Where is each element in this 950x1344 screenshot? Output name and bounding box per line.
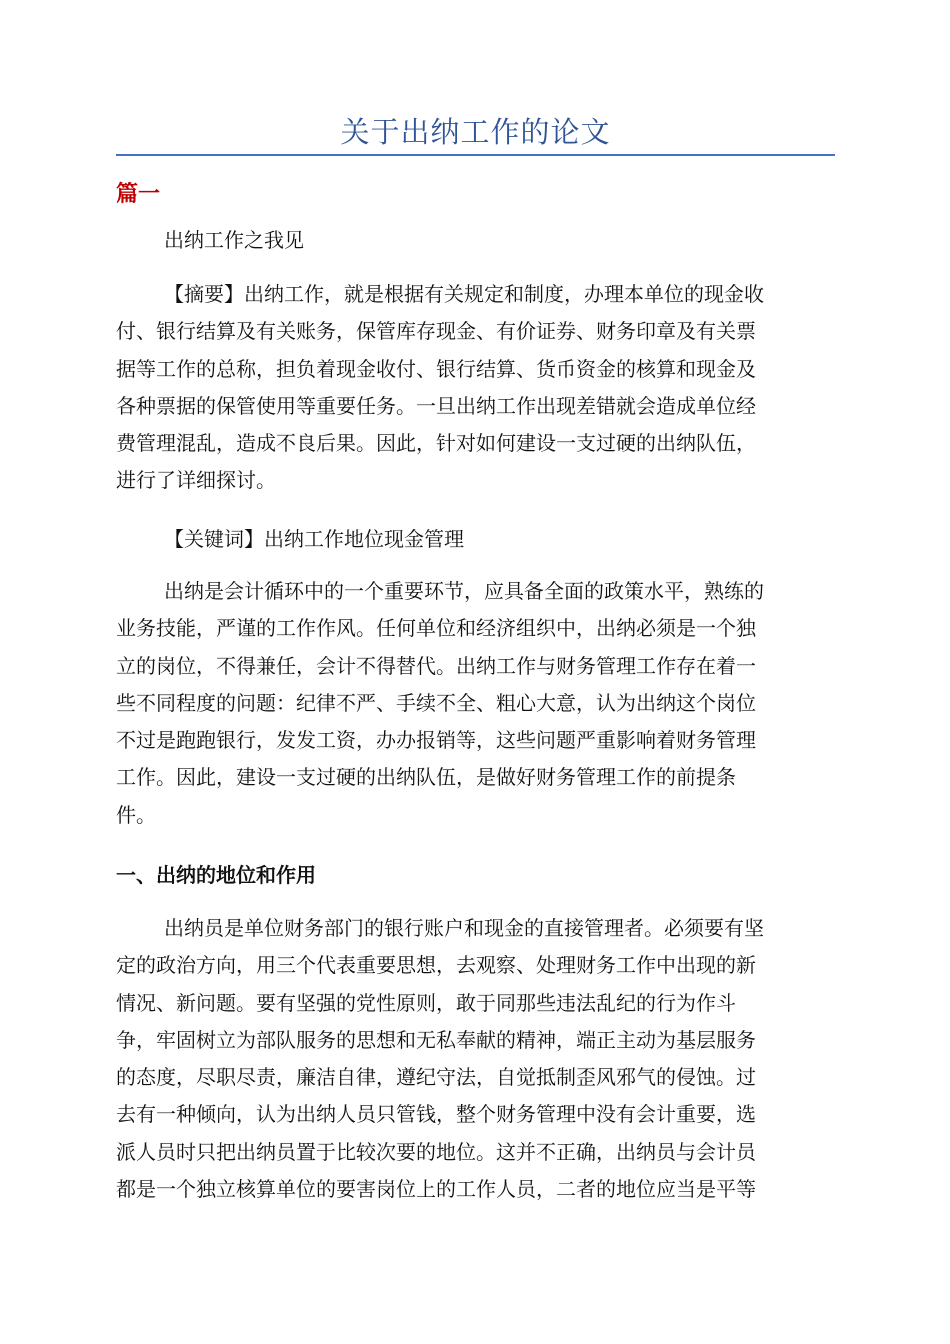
body-line: 的态度，尽职尽责，廉洁自律，遵纪守法，自觉抵制歪风邪气的侵蚀。过 (116, 1065, 756, 1090)
intro-line: 些不同程度的问题：纪律不严、手续不全、粗心大意，认为出纳这个岗位 (116, 690, 756, 715)
section-label: 篇一 (116, 181, 161, 207)
abstract-line: 【摘要】出纳工作，就是根据有关规定和制度，办理本单位的现金收 (164, 282, 764, 306)
article-subtitle (116, 222, 835, 259)
abstract-line: 费管理混乱，造成不良后果。因此，针对如何建设一支过硬的出纳队伍， (116, 431, 756, 456)
keywords-paragraph (116, 521, 835, 558)
abstract-line: 据等工作的总称，担负着现金收付、银行结算、货币资金的核算和现金及 (116, 356, 756, 381)
section-heading-1 (116, 857, 835, 894)
body-line: 争，牢固树立为部队服务的思想和无私奉献的精神，端正主动为基层服务 (116, 1027, 756, 1052)
intro-paragraph (116, 573, 835, 834)
intro-line: 立的岗位，不得兼任，会计不得替代。出纳工作与财务管理工作存在着一 (116, 653, 756, 678)
section-heading-text: 一、出纳的地位和作用 (116, 863, 316, 887)
abstract-line: 付、银行结算及有关账务，保管库存现金、有价证券、财务印章及有关票 (116, 319, 756, 344)
body-line: 派人员时只把出纳员置于比较次要的地位。这并不正确，出纳员与会计员 (116, 1139, 756, 1164)
intro-line: 业务技能，严谨的工作作风。任何单位和经济组织中，出纳必须是一个独 (116, 616, 756, 641)
intro-line: 件。 (116, 802, 156, 827)
abstract-paragraph (116, 276, 835, 500)
subtitle-text: 出纳工作之我见 (164, 228, 304, 252)
keywords-text: 【关键词】出纳工作地位现金管理 (164, 527, 464, 551)
body-line: 去有一种倾向，认为出纳人员只管钱，整个财务管理中没有会计重要，选 (116, 1102, 756, 1127)
intro-line: 工作。因此，建设一支过硬的出纳队伍，是做好财务管理工作的前提条 (116, 765, 736, 790)
intro-line: 出纳是会计循环中的一个重要环节，应具备全面的政策水平，熟练的 (164, 579, 764, 603)
title-underline (116, 154, 835, 156)
document-title: 关于出纳工作的论文 (340, 115, 611, 149)
body-line: 定的政治方向，用三个代表重要思想，去观察、处理财务工作中出现的新 (116, 953, 756, 978)
abstract-line: 进行了详细探讨。 (116, 468, 276, 493)
body-line: 出纳员是单位财务部门的银行账户和现金的直接管理者。必须要有坚 (164, 916, 764, 940)
intro-line: 不过是跑跑银行，发发工资，办办报销等，这些问题严重影响着财务管理 (116, 728, 756, 753)
body-line: 都是一个独立核算单位的要害岗位上的工作人员，二者的地位应当是平等 (116, 1177, 756, 1202)
body-line: 情况、新问题。要有坚强的党性原则，敢于同那些违法乱纪的行为作斗 (116, 990, 736, 1015)
section-1-paragraph (116, 910, 835, 1208)
abstract-line: 各种票据的保管使用等重要任务。一旦出纳工作出现差错就会造成单位经 (116, 393, 756, 418)
